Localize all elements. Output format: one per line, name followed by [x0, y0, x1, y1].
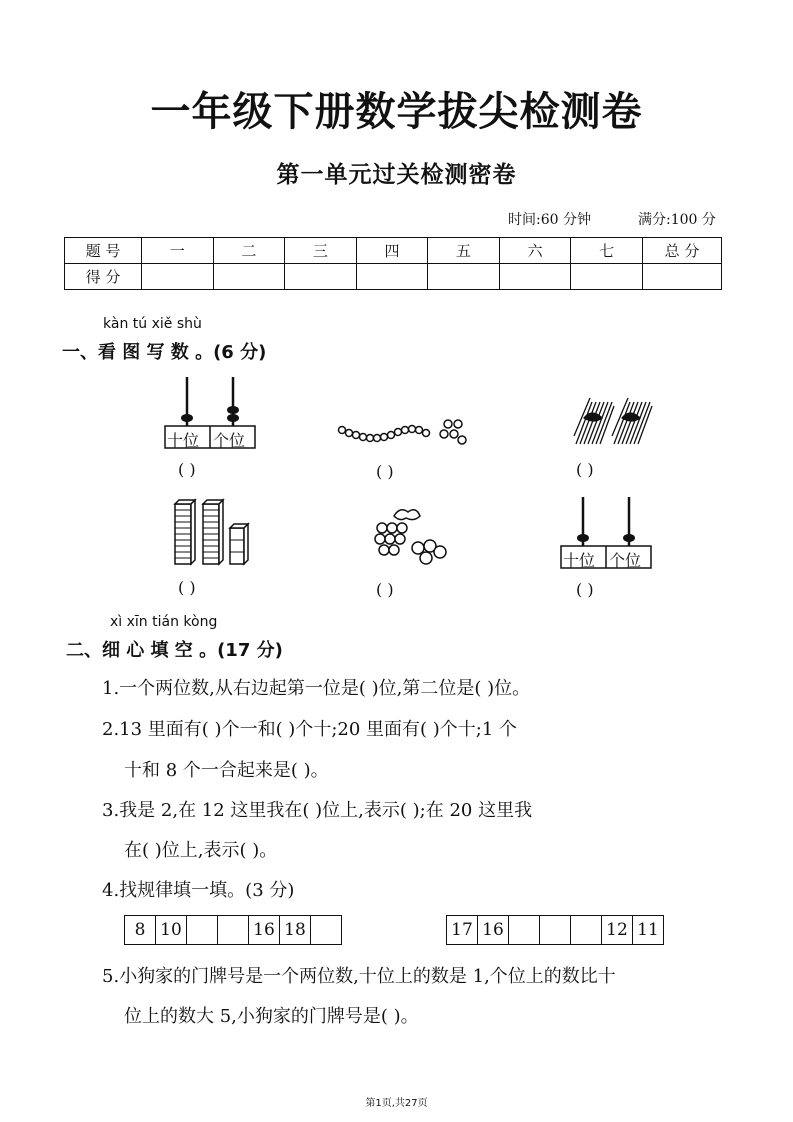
score-cell: 四: [356, 238, 428, 264]
cube-stacks-illustration: [170, 496, 250, 570]
score-input-cell[interactable]: [142, 264, 214, 290]
score-table: [64, 237, 722, 290]
sequence-boxes-2: [446, 915, 664, 945]
sequence-cell: 17: [447, 916, 478, 944]
abacus-ones-label: 个位: [213, 431, 246, 450]
score-header-row: [65, 238, 722, 264]
sequence-blank-cell[interactable]: [187, 916, 218, 944]
score-input-cell[interactable]: [499, 264, 571, 290]
question-2-line1: 2.13 里面有( )个一和( )个十;20 里面有( )个十;1 个: [102, 719, 518, 740]
answer-paren-4[interactable]: ( ): [178, 578, 196, 597]
sequence-blank-cell[interactable]: [218, 916, 249, 944]
sequence-cell: 11: [637, 920, 659, 940]
question-5-line2: 位上的数大 5,小狗家的门牌号是( )。: [124, 1006, 419, 1027]
section2-pinyin: xì xīn tián kòng: [110, 614, 218, 630]
answer-paren-3[interactable]: ( ): [576, 460, 594, 479]
sequence-cell: 10: [156, 916, 187, 944]
score-cell: 二: [213, 238, 285, 264]
sequence-blank-cell[interactable]: [540, 916, 571, 944]
stick-bundles-illustration: [570, 396, 660, 451]
beads-string-illustration: [336, 414, 476, 454]
abacus2-tens-label: 十位: [563, 551, 596, 570]
grapes-illustration: [370, 506, 450, 568]
page-subtitle: 第一单元过关检测密卷: [276, 161, 517, 188]
answer-paren-6[interactable]: ( ): [576, 580, 594, 599]
section1-heading: 一、看 图 写 数 。(6 分): [62, 342, 267, 363]
score-input-row: [65, 264, 722, 290]
sequence-cell: 12: [602, 916, 633, 944]
score-cell: 六: [499, 238, 571, 264]
score-cell: 总 分: [643, 238, 722, 264]
question-5-line1: 5.小狗家的门牌号是一个两位数,十位上的数是 1,个位上的数比十: [102, 966, 616, 987]
section1-pinyin: kàn tú xiě shù: [103, 316, 202, 332]
page-title: 一年级下册数学拔尖检测卷: [150, 89, 643, 135]
question-3-line2: 在( )位上,表示( )。: [124, 840, 278, 861]
abacus2-ones-label: 个位: [609, 551, 642, 570]
sequence-cell: 18: [280, 916, 311, 944]
sequence-cell: 8: [125, 916, 156, 944]
answer-paren-1[interactable]: ( ): [178, 460, 196, 479]
question-1: 1.一个两位数,从右边起第一位是( )位,第二位是( )位。: [102, 678, 531, 699]
sequence-blank-cell[interactable]: [311, 916, 341, 944]
score-cell: 七: [571, 238, 643, 264]
score-input-cell[interactable]: [571, 264, 643, 290]
score-input-cell[interactable]: [643, 264, 722, 290]
sequence-cell: 16: [249, 916, 280, 944]
score-input-cell[interactable]: [285, 264, 357, 290]
score-row-label: 得 分: [65, 264, 142, 290]
score-cell: 一: [142, 238, 214, 264]
answer-paren-2[interactable]: ( ): [376, 462, 394, 481]
score-cell: 三: [285, 238, 357, 264]
score-input-cell[interactable]: [428, 264, 500, 290]
score-input-cell[interactable]: [356, 264, 428, 290]
time-limit: 时间:60 分钟: [508, 212, 591, 228]
question-2-line2: 十和 8 个一合起来是( )。: [124, 760, 329, 781]
sequence-blank-cell[interactable]: [509, 916, 540, 944]
question-3-line1: 3.我是 2,在 12 这里我在( )位上,表示( );在 20 这里我: [102, 800, 533, 821]
section2-heading: 二、细 心 填 空 。(17 分): [66, 640, 283, 661]
page-footer: 第1页,共27页: [365, 1098, 428, 1109]
sequence-boxes-1: [124, 915, 342, 945]
score-input-cell[interactable]: [213, 264, 285, 290]
score-cell: 题 号: [65, 238, 142, 264]
full-score: 满分:100 分: [638, 212, 716, 228]
answer-paren-5[interactable]: ( ): [376, 580, 394, 599]
abacus-tens-label: 十位: [167, 431, 200, 450]
sequence-cell: 16: [478, 916, 509, 944]
question-4: 4.找规律填一填。(3 分): [102, 880, 295, 901]
score-cell: 五: [428, 238, 500, 264]
sequence-blank-cell[interactable]: [571, 916, 602, 944]
